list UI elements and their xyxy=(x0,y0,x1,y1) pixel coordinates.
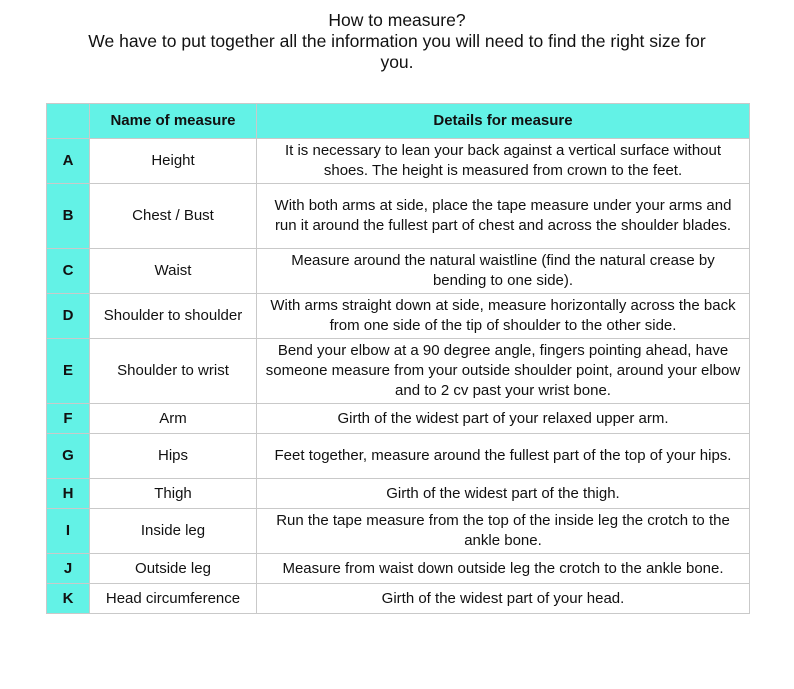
heading-line-3: you. xyxy=(380,52,414,72)
row-name: Hips xyxy=(90,434,257,479)
page-heading xyxy=(40,10,754,73)
table-row xyxy=(47,184,750,249)
table-row xyxy=(47,479,750,509)
row-name: Inside leg xyxy=(90,509,257,554)
row-code: B xyxy=(47,184,90,249)
row-details: Girth of the widest part of your relaxed upper arm. xyxy=(257,404,750,434)
row-name: Outside leg xyxy=(90,554,257,584)
row-details: With both arms at side, place the tape measure under your arms and run it around the fullest part of chest and across the shoulder blades. xyxy=(257,184,750,249)
row-name: Shoulder to shoulder xyxy=(90,294,257,339)
row-name: Waist xyxy=(90,249,257,294)
row-details: With arms straight down at side, measure horizontally across the back from one side of the tip of shoulder to the other side. xyxy=(257,294,750,339)
row-name: Height xyxy=(90,139,257,184)
row-name: Arm xyxy=(90,404,257,434)
row-code: K xyxy=(47,584,90,614)
table-row xyxy=(47,434,750,479)
table-row xyxy=(47,554,750,584)
row-details: Feet together, measure around the fullest part of the top of your hips. xyxy=(257,434,750,479)
table-row xyxy=(47,339,750,404)
heading-line-1: How to measure? xyxy=(328,10,466,30)
row-code: C xyxy=(47,249,90,294)
table-row xyxy=(47,584,750,614)
row-details: Girth of the widest part of your head. xyxy=(257,584,750,614)
row-code: A xyxy=(47,139,90,184)
row-code: J xyxy=(47,554,90,584)
row-name: Shoulder to wrist xyxy=(90,339,257,404)
table-row xyxy=(47,249,750,294)
header-details: Details for measure xyxy=(257,104,750,139)
row-details: Bend your elbow at a 90 degree angle, fingers pointing ahead, have someone measure from your outside shoulder point, around your elbow and to 2 cv past your wrist bone. xyxy=(257,339,750,404)
row-name: Chest / Bust xyxy=(90,184,257,249)
header-name: Name of measure xyxy=(90,104,257,139)
row-details: It is necessary to lean your back against a vertical surface without shoes. The height is measured from crown to the feet. xyxy=(257,139,750,184)
row-code: G xyxy=(47,434,90,479)
row-code: D xyxy=(47,294,90,339)
row-code: I xyxy=(47,509,90,554)
row-details: Measure from waist down outside leg the crotch to the ankle bone. xyxy=(257,554,750,584)
header-code xyxy=(47,104,90,139)
table-header-row xyxy=(47,104,750,139)
row-code: H xyxy=(47,479,90,509)
measurement-table xyxy=(46,103,750,614)
row-name: Thigh xyxy=(90,479,257,509)
heading-line-2: We have to put together all the information you will need to find the right size for xyxy=(88,31,706,51)
table-row xyxy=(47,294,750,339)
table-row xyxy=(47,509,750,554)
row-details: Run the tape measure from the top of the inside leg the crotch to the ankle bone. xyxy=(257,509,750,554)
row-details: Measure around the natural waistline (find the natural crease by bending to one side). xyxy=(257,249,750,294)
row-code: E xyxy=(47,339,90,404)
table-row xyxy=(47,404,750,434)
row-name: Head circumference xyxy=(90,584,257,614)
table-row xyxy=(47,139,750,184)
row-details: Girth of the widest part of the thigh. xyxy=(257,479,750,509)
row-code: F xyxy=(47,404,90,434)
